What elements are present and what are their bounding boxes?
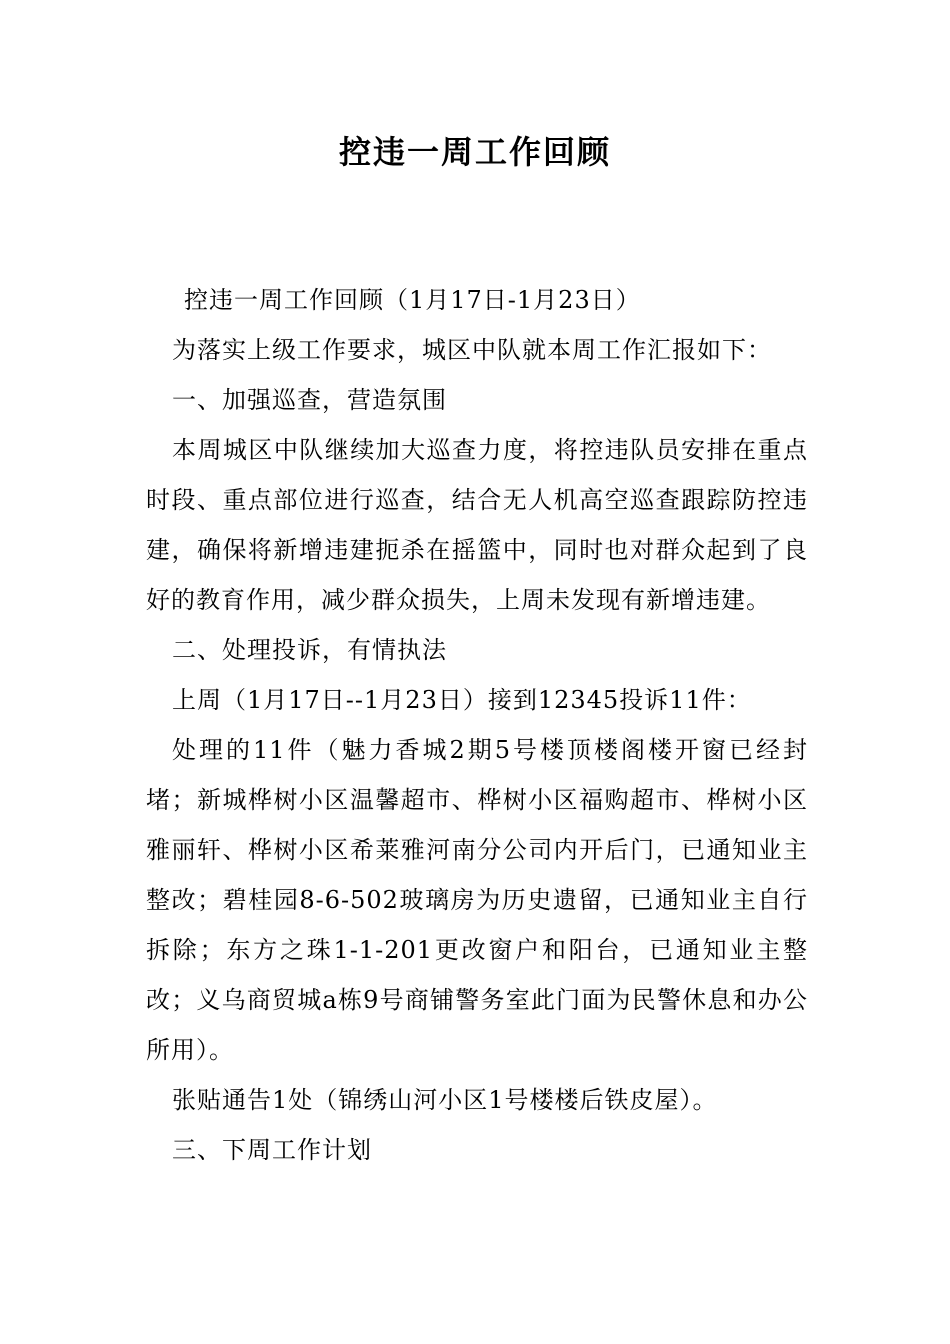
paragraph-notice: 张贴通告1处（锦绣山河小区1号楼楼后铁皮屋）。 [172, 1086, 718, 1114]
paragraph-complaints-detail: 处理的11件（魅力香城2期5号楼顶楼阁楼开窗已经封堵；新城桦树小区温馨超市、桦树小区福购超市、桦树小区雅丽轩、桦树小区希莱雅河南分公司内开后门，已通知业主整改；碧桂园8-6-502玻璃房为历史遗留，已通知业主自行拆除；东方之珠1-1-201更改窗户和阳台，已通知业主整改；义乌商贸城a栋9号商铺警务室此门面为民警休息和办公所用）。 [146, 736, 808, 1064]
section-heading-3: 三、下周工作计划 [172, 1136, 372, 1164]
document-title: 控违一周工作回顾 [338, 133, 611, 171]
document-body [146, 275, 808, 1175]
paragraph-complaints-summary: 上周（1月17日--1月23日）接到12345投诉11件： [172, 686, 752, 714]
paragraph-patrol: 本周城区中队继续加大巡查力度，将控违队员安排在重点时段、重点部位进行巡查，结合无人机高空巡查跟踪防控违建，确保将新增违建扼杀在摇篮中，同时也对群众起到了良好的教育作用，减少群众损失，上周未发现有新增违建。 [146, 436, 808, 614]
paragraph-subtitle: 控违一周工作回顾（1月17日-1月23日） [184, 286, 641, 314]
section-heading-1: 一、加强巡查，营造氛围 [172, 386, 447, 414]
paragraph-intro: 为落实上级工作要求，城区中队就本周工作汇报如下： [172, 336, 772, 364]
section-heading-2: 二、处理投诉，有情执法 [172, 636, 447, 664]
